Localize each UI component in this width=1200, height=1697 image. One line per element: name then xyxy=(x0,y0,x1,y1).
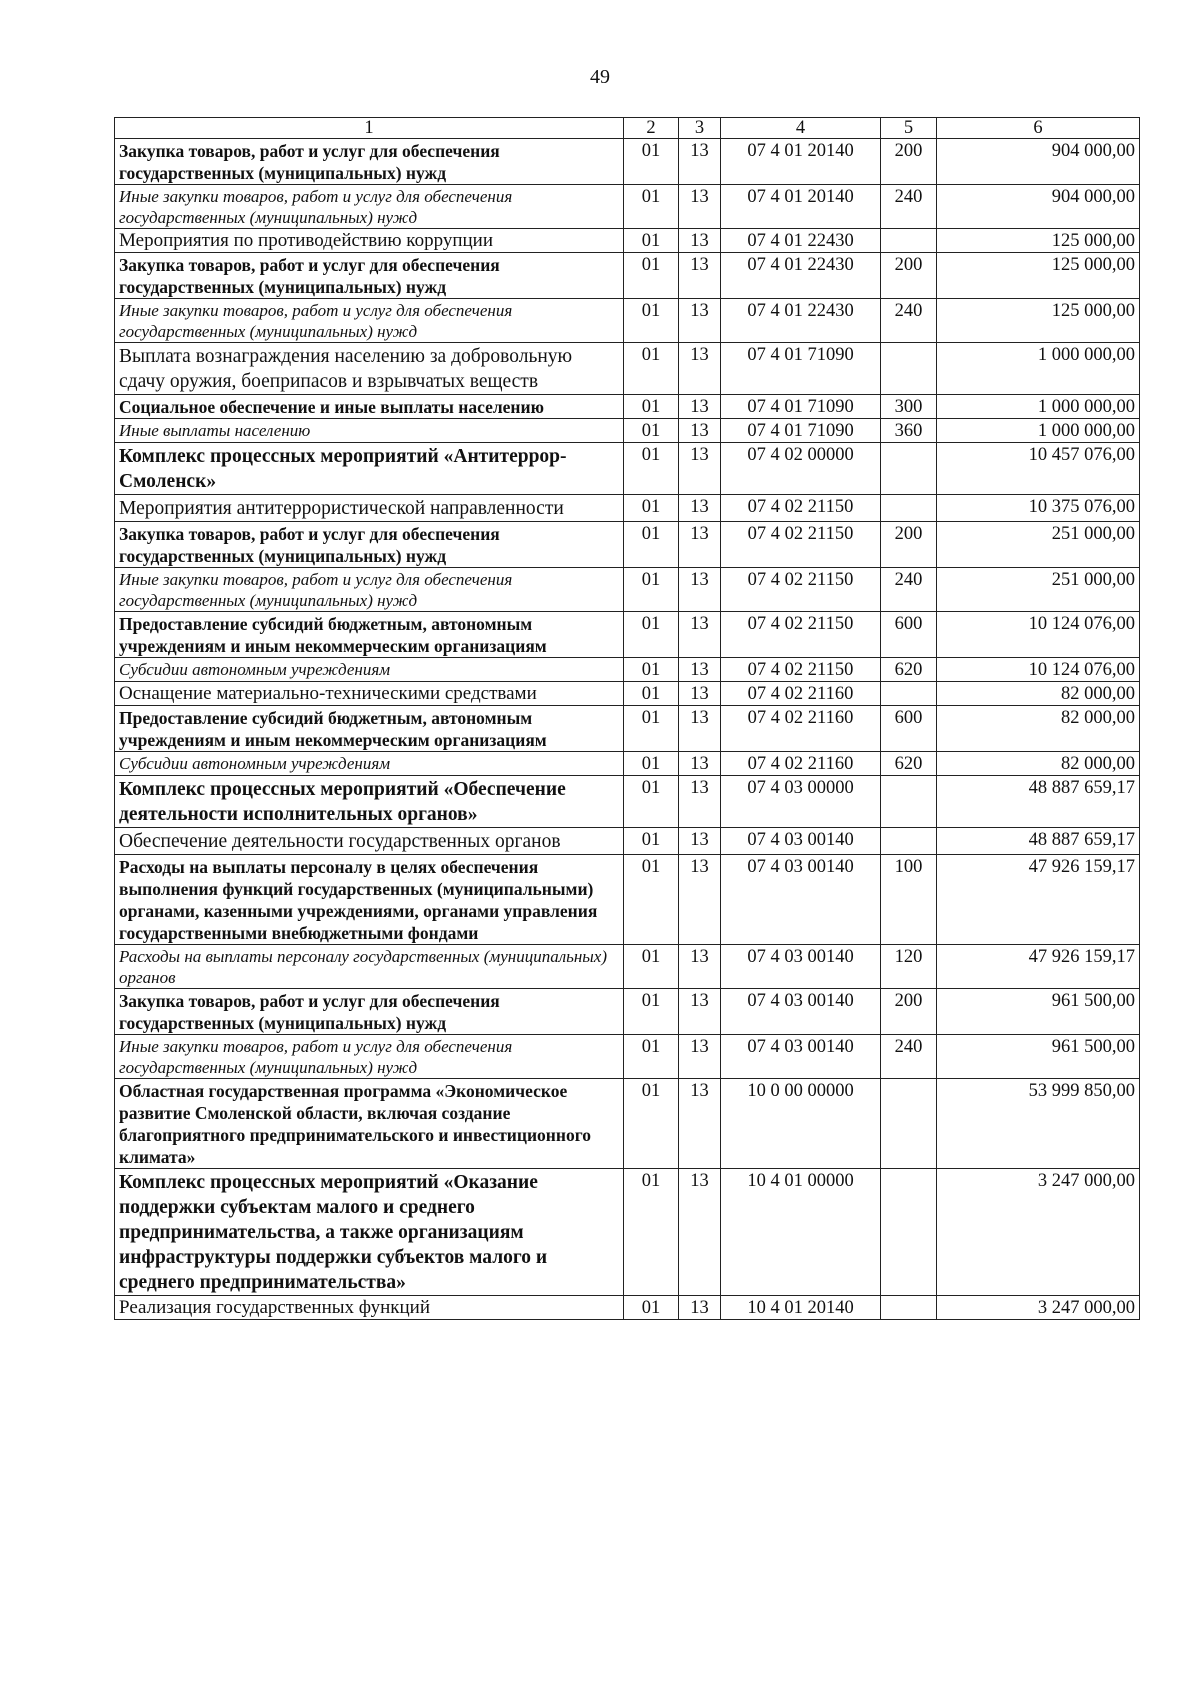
row-name: Иные закупки товаров, работ и услуг для обеспечения государственных (муниципальных) нужд xyxy=(115,568,624,612)
row-subsection: 13 xyxy=(679,1035,721,1079)
table-row xyxy=(115,419,1140,443)
row-section: 01 xyxy=(624,1079,679,1169)
row-target-article: 07 4 03 00140 xyxy=(721,945,881,989)
row-target-article: 07 4 03 00140 xyxy=(721,1035,881,1079)
row-name: Расходы на выплаты персоналу в целях обеспечения выполнения функций государственных (муниципальными) органами, казенными учреждениями, органами управления государственными внебюджетными фондами xyxy=(115,855,624,945)
row-section: 01 xyxy=(624,139,679,185)
row-amount: 10 124 076,00 xyxy=(937,612,1140,658)
table-row xyxy=(115,612,1140,658)
row-name: Оснащение материально-техническими средствами xyxy=(115,682,624,706)
row-name: Областная государственная программа «Экономическое развитие Смоленской области, включая создание благоприятного предпринимательского и инвестиционного климата» xyxy=(115,1079,624,1169)
table-row xyxy=(115,253,1140,299)
row-subsection: 13 xyxy=(679,1079,721,1169)
row-target-article: 07 4 01 22430 xyxy=(721,299,881,343)
row-amount: 961 500,00 xyxy=(937,989,1140,1035)
budget-table xyxy=(114,117,1140,1320)
row-subsection: 13 xyxy=(679,229,721,253)
table-row xyxy=(115,522,1140,568)
row-amount: 82 000,00 xyxy=(937,682,1140,706)
row-expense-type: 300 xyxy=(881,395,937,419)
row-target-article: 07 4 03 00000 xyxy=(721,776,881,828)
row-amount: 82 000,00 xyxy=(937,752,1140,776)
row-subsection: 13 xyxy=(679,1296,721,1320)
row-subsection: 13 xyxy=(679,682,721,706)
table-row xyxy=(115,855,1140,945)
table-row xyxy=(115,1035,1140,1079)
row-section: 01 xyxy=(624,855,679,945)
row-target-article: 07 4 02 21150 xyxy=(721,612,881,658)
table-row xyxy=(115,828,1140,855)
row-expense-type xyxy=(881,776,937,828)
row-section: 01 xyxy=(624,443,679,495)
header-cell: 3 xyxy=(679,118,721,139)
row-amount: 53 999 850,00 xyxy=(937,1079,1140,1169)
row-name: Выплата вознаграждения населению за добровольную сдачу оружия, боеприпасов и взрывчатых веществ xyxy=(115,343,624,395)
table-row xyxy=(115,1079,1140,1169)
row-expense-type: 240 xyxy=(881,185,937,229)
row-target-article: 07 4 01 20140 xyxy=(721,185,881,229)
row-subsection: 13 xyxy=(679,989,721,1035)
row-subsection: 13 xyxy=(679,253,721,299)
row-amount: 125 000,00 xyxy=(937,299,1140,343)
row-section: 01 xyxy=(624,776,679,828)
row-target-article: 10 4 01 00000 xyxy=(721,1169,881,1296)
row-amount: 904 000,00 xyxy=(937,139,1140,185)
row-expense-type: 240 xyxy=(881,299,937,343)
row-expense-type: 200 xyxy=(881,139,937,185)
row-amount: 125 000,00 xyxy=(937,253,1140,299)
row-target-article: 10 4 01 20140 xyxy=(721,1296,881,1320)
row-name: Иные закупки товаров, работ и услуг для обеспечения государственных (муниципальных) нужд xyxy=(115,1035,624,1079)
row-expense-type: 200 xyxy=(881,522,937,568)
row-name: Закупка товаров, работ и услуг для обеспечения государственных (муниципальных) нужд xyxy=(115,139,624,185)
row-section: 01 xyxy=(624,495,679,522)
row-subsection: 13 xyxy=(679,299,721,343)
table-row xyxy=(115,945,1140,989)
row-subsection: 13 xyxy=(679,495,721,522)
row-name: Мероприятия по противодействию коррупции xyxy=(115,229,624,253)
row-section: 01 xyxy=(624,752,679,776)
row-expense-type xyxy=(881,229,937,253)
row-name: Мероприятия антитеррористической направленности xyxy=(115,495,624,522)
row-expense-type xyxy=(881,443,937,495)
row-section: 01 xyxy=(624,1296,679,1320)
table-row xyxy=(115,752,1140,776)
row-target-article: 07 4 02 21160 xyxy=(721,752,881,776)
table-row xyxy=(115,658,1140,682)
row-section: 01 xyxy=(624,612,679,658)
row-expense-type: 620 xyxy=(881,658,937,682)
row-target-article: 10 0 00 00000 xyxy=(721,1079,881,1169)
row-subsection: 13 xyxy=(679,522,721,568)
table-row xyxy=(115,395,1140,419)
row-subsection: 13 xyxy=(679,706,721,752)
row-subsection: 13 xyxy=(679,855,721,945)
row-subsection: 13 xyxy=(679,568,721,612)
row-expense-type: 360 xyxy=(881,419,937,443)
row-section: 01 xyxy=(624,419,679,443)
table-row xyxy=(115,299,1140,343)
table-row xyxy=(115,229,1140,253)
row-amount: 1 000 000,00 xyxy=(937,419,1140,443)
row-section: 01 xyxy=(624,568,679,612)
row-target-article: 07 4 02 21150 xyxy=(721,568,881,612)
row-target-article: 07 4 02 00000 xyxy=(721,443,881,495)
row-expense-type: 200 xyxy=(881,989,937,1035)
table-row xyxy=(115,989,1140,1035)
row-expense-type: 100 xyxy=(881,855,937,945)
row-section: 01 xyxy=(624,706,679,752)
table-row xyxy=(115,1169,1140,1296)
table-row xyxy=(115,443,1140,495)
row-name: Субсидии автономным учреждениям xyxy=(115,752,624,776)
row-target-article: 07 4 02 21150 xyxy=(721,522,881,568)
row-subsection: 13 xyxy=(679,185,721,229)
row-name: Обеспечение деятельности государственных органов xyxy=(115,828,624,855)
row-section: 01 xyxy=(624,343,679,395)
header-cell: 1 xyxy=(115,118,624,139)
row-section: 01 xyxy=(624,989,679,1035)
row-name: Предоставление субсидий бюджетным, автономным учреждениям и иным некоммерческим организациям xyxy=(115,612,624,658)
page-number: 49 xyxy=(590,66,610,88)
row-section: 01 xyxy=(624,395,679,419)
row-section: 01 xyxy=(624,658,679,682)
row-amount: 961 500,00 xyxy=(937,1035,1140,1079)
row-target-article: 07 4 01 71090 xyxy=(721,419,881,443)
table-row xyxy=(115,568,1140,612)
row-target-article: 07 4 01 22430 xyxy=(721,253,881,299)
row-amount: 904 000,00 xyxy=(937,185,1140,229)
row-subsection: 13 xyxy=(679,139,721,185)
table-row xyxy=(115,495,1140,522)
row-expense-type xyxy=(881,1296,937,1320)
row-amount: 48 887 659,17 xyxy=(937,828,1140,855)
row-amount: 1 000 000,00 xyxy=(937,343,1140,395)
row-target-article: 07 4 02 21150 xyxy=(721,658,881,682)
row-amount: 10 457 076,00 xyxy=(937,443,1140,495)
table-row xyxy=(115,706,1140,752)
row-amount: 48 887 659,17 xyxy=(937,776,1140,828)
row-name: Иные закупки товаров, работ и услуг для обеспечения государственных (муниципальных) нужд xyxy=(115,185,624,229)
table-row xyxy=(115,185,1140,229)
row-name: Субсидии автономным учреждениям xyxy=(115,658,624,682)
row-name: Комплекс процессных мероприятий «Обеспечение деятельности исполнительных органов» xyxy=(115,776,624,828)
row-target-article: 07 4 02 21160 xyxy=(721,706,881,752)
table-row xyxy=(115,139,1140,185)
table-row xyxy=(115,343,1140,395)
table-row xyxy=(115,776,1140,828)
row-name: Комплекс процессных мероприятий «Антитеррор-Смоленск» xyxy=(115,443,624,495)
row-expense-type xyxy=(881,495,937,522)
row-section: 01 xyxy=(624,299,679,343)
row-target-article: 07 4 01 71090 xyxy=(721,395,881,419)
row-section: 01 xyxy=(624,1035,679,1079)
row-section: 01 xyxy=(624,1169,679,1296)
row-subsection: 13 xyxy=(679,828,721,855)
header-cell: 2 xyxy=(624,118,679,139)
row-expense-type xyxy=(881,682,937,706)
row-expense-type: 120 xyxy=(881,945,937,989)
row-subsection: 13 xyxy=(679,343,721,395)
row-name: Предоставление субсидий бюджетным, автономным учреждениям и иным некоммерческим организациям xyxy=(115,706,624,752)
row-amount: 47 926 159,17 xyxy=(937,855,1140,945)
row-name: Иные выплаты населению xyxy=(115,419,624,443)
row-name: Социальное обеспечение и иные выплаты населению xyxy=(115,395,624,419)
row-amount: 125 000,00 xyxy=(937,229,1140,253)
row-expense-type xyxy=(881,343,937,395)
row-amount: 10 375 076,00 xyxy=(937,495,1140,522)
header-cell: 5 xyxy=(881,118,937,139)
row-subsection: 13 xyxy=(679,776,721,828)
row-section: 01 xyxy=(624,185,679,229)
row-target-article: 07 4 03 00140 xyxy=(721,828,881,855)
row-subsection: 13 xyxy=(679,658,721,682)
row-section: 01 xyxy=(624,522,679,568)
row-name: Реализация государственных функций xyxy=(115,1296,624,1320)
row-name: Иные закупки товаров, работ и услуг для обеспечения государственных (муниципальных) нужд xyxy=(115,299,624,343)
row-name: Закупка товаров, работ и услуг для обеспечения государственных (муниципальных) нужд xyxy=(115,989,624,1035)
row-expense-type xyxy=(881,828,937,855)
row-subsection: 13 xyxy=(679,612,721,658)
row-section: 01 xyxy=(624,253,679,299)
row-expense-type: 600 xyxy=(881,706,937,752)
table-row xyxy=(115,682,1140,706)
row-subsection: 13 xyxy=(679,752,721,776)
row-section: 01 xyxy=(624,945,679,989)
row-amount: 82 000,00 xyxy=(937,706,1140,752)
row-amount: 3 247 000,00 xyxy=(937,1169,1140,1296)
row-subsection: 13 xyxy=(679,443,721,495)
row-name: Расходы на выплаты персоналу государственных (муниципальных) органов xyxy=(115,945,624,989)
row-expense-type: 620 xyxy=(881,752,937,776)
header-row xyxy=(115,118,1140,139)
row-target-article: 07 4 01 20140 xyxy=(721,139,881,185)
row-subsection: 13 xyxy=(679,1169,721,1296)
row-expense-type xyxy=(881,1169,937,1296)
row-subsection: 13 xyxy=(679,945,721,989)
row-expense-type xyxy=(881,1079,937,1169)
row-target-article: 07 4 01 71090 xyxy=(721,343,881,395)
row-expense-type: 600 xyxy=(881,612,937,658)
row-target-article: 07 4 02 21150 xyxy=(721,495,881,522)
table-row xyxy=(115,1296,1140,1320)
row-section: 01 xyxy=(624,682,679,706)
row-target-article: 07 4 01 22430 xyxy=(721,229,881,253)
row-expense-type: 240 xyxy=(881,1035,937,1079)
row-subsection: 13 xyxy=(679,395,721,419)
row-name: Комплекс процессных мероприятий «Оказание поддержки субъектам малого и среднего предпринимательства, а также организациям инфраструктуры поддержки субъектов малого и среднего предпринимательства» xyxy=(115,1169,624,1296)
row-amount: 251 000,00 xyxy=(937,568,1140,612)
row-target-article: 07 4 02 21160 xyxy=(721,682,881,706)
row-target-article: 07 4 03 00140 xyxy=(721,855,881,945)
row-amount: 251 000,00 xyxy=(937,522,1140,568)
row-section: 01 xyxy=(624,828,679,855)
row-expense-type: 200 xyxy=(881,253,937,299)
header-cell: 4 xyxy=(721,118,881,139)
row-amount: 47 926 159,17 xyxy=(937,945,1140,989)
row-subsection: 13 xyxy=(679,419,721,443)
row-amount: 10 124 076,00 xyxy=(937,658,1140,682)
row-name: Закупка товаров, работ и услуг для обеспечения государственных (муниципальных) нужд xyxy=(115,522,624,568)
row-amount: 3 247 000,00 xyxy=(937,1296,1140,1320)
row-section: 01 xyxy=(624,229,679,253)
row-target-article: 07 4 03 00140 xyxy=(721,989,881,1035)
row-amount: 1 000 000,00 xyxy=(937,395,1140,419)
row-expense-type: 240 xyxy=(881,568,937,612)
row-name: Закупка товаров, работ и услуг для обеспечения государственных (муниципальных) нужд xyxy=(115,253,624,299)
header-cell: 6 xyxy=(937,118,1140,139)
